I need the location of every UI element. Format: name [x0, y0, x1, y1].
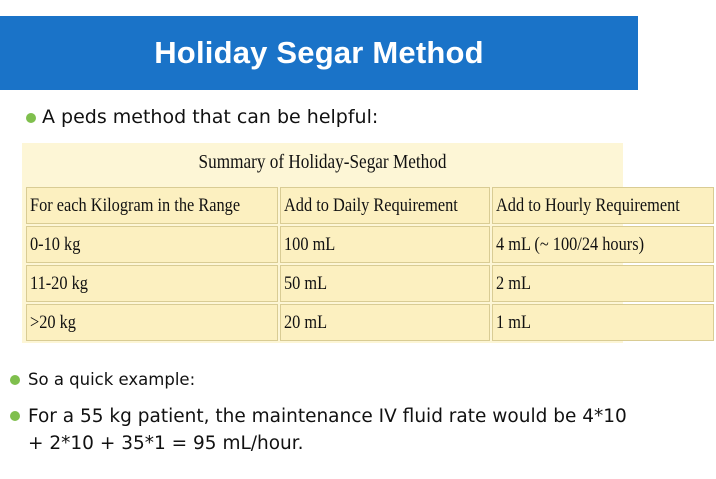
table-cell: 1 mL: [492, 304, 714, 341]
table-row: [26, 304, 714, 341]
table-cell: 50 mL: [280, 265, 490, 302]
table-cell: >20 kg: [26, 304, 278, 341]
bullet-dot-icon: [10, 375, 20, 385]
table-cell: 0-10 kg: [26, 226, 278, 263]
table-cell: 4 mL (~ 100/24 hours): [492, 226, 714, 263]
holiday-segar-table: [24, 185, 716, 343]
table-cell: 11-20 kg: [26, 265, 278, 302]
bullet-dot-icon: [10, 411, 20, 421]
bullet-dot-icon: [26, 113, 36, 123]
table-cell: 2 mL: [492, 265, 714, 302]
holiday-segar-table-image: [22, 143, 681, 343]
table-header-cell: Add to Daily Requirement: [280, 187, 490, 224]
example-bullet-text: So a quick example:: [28, 370, 196, 389]
intro-bullet: [26, 106, 378, 128]
table-caption: Summary of Holiday-Segar Method: [198, 151, 447, 173]
table-header-row: [26, 187, 714, 224]
table-header-cell: Add to Hourly Requirement: [492, 187, 714, 224]
intro-bullet-text: A peds method that can be helpful:: [42, 106, 379, 128]
table-cell: 100 mL: [280, 226, 490, 263]
title-bar: [0, 16, 638, 90]
slide-title: Holiday Segar Method: [154, 35, 484, 70]
table-row: [26, 265, 714, 302]
table-cell: 20 mL: [280, 304, 490, 341]
table-row: [26, 226, 714, 263]
example-bullet: [10, 370, 195, 389]
table-header-cell: For each Kilogram in the Range: [26, 187, 278, 224]
calculation-bullet: [10, 403, 628, 457]
calculation-bullet-text: For a 55 kg patient, the maintenance IV fluid rate would be 4*10 + 2*10 + 35*1 = 95 mL/hour.: [28, 406, 627, 454]
